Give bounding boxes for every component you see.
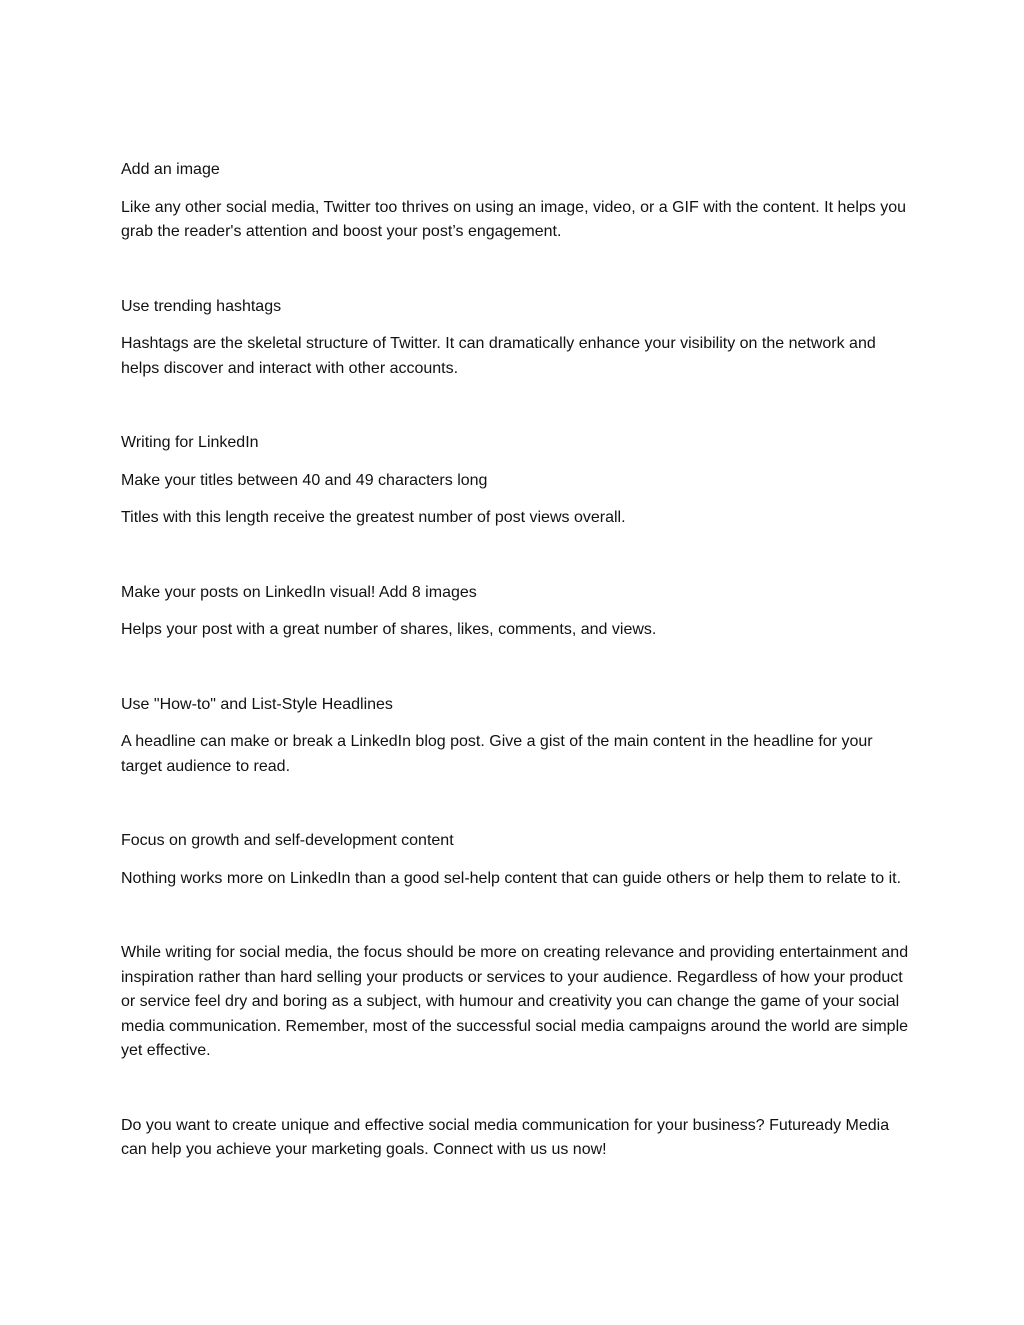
- document-page: [121, 158, 911, 1163]
- section-body-add-image: Like any other social media, Twitter too thrives on using an image, video, or a GIF with the content. It helps you grab the reader's attention and boost your post’s engagement.: [121, 198, 907, 240]
- section-body-visual-posts: Helps your post with a great number of shares, likes, comments, and views.: [121, 621, 657, 638]
- closing-paragraph: While writing for social media, the focus should be more on creating relevance and providing entertainment and inspiration rather than hard selling your products or services to your audience. Regardless of how your product or service feel dry and boring as a subject, with humour and creativity you can change the game of your social media communication. Remember, most of the successful social media campaigns around the world are simple yet effective.: [121, 944, 909, 1059]
- section-heading-hashtags: Use trending hashtags: [121, 297, 282, 315]
- section-subheading-title-length: Make your titles between 40 and 49 characters long: [121, 471, 488, 489]
- section-body-headlines: A headline can make or break a LinkedIn blog post. Give a gist of the main content in the headline for your target audience to read.: [121, 733, 873, 775]
- section-heading-headlines: Use "How-to" and List-Style Headlines: [121, 695, 393, 713]
- section-body-growth: Nothing works more on LinkedIn than a good sel-help content that can guide others or help them to relate to it.: [121, 869, 902, 887]
- section-heading-growth: Focus on growth and self-development content: [121, 832, 454, 849]
- call-to-action-paragraph: Do you want to create unique and effective social media communication for your business? Futuready Media can help you achieve your marketing goals. Connect with us us now!: [121, 1116, 890, 1158]
- section-heading-add-image: Add an image: [121, 161, 220, 178]
- section-heading-linkedin: Writing for LinkedIn: [121, 434, 259, 451]
- section-body-title-length: Titles with this length receive the greatest number of post views overall.: [121, 509, 626, 526]
- section-body-hashtags: Hashtags are the skeletal structure of Twitter. It can dramatically enhance your visibility on the network and helps discover and interact with other accounts.: [121, 335, 876, 377]
- section-heading-visual-posts: Make your posts on LinkedIn visual! Add 8 images: [121, 583, 477, 601]
